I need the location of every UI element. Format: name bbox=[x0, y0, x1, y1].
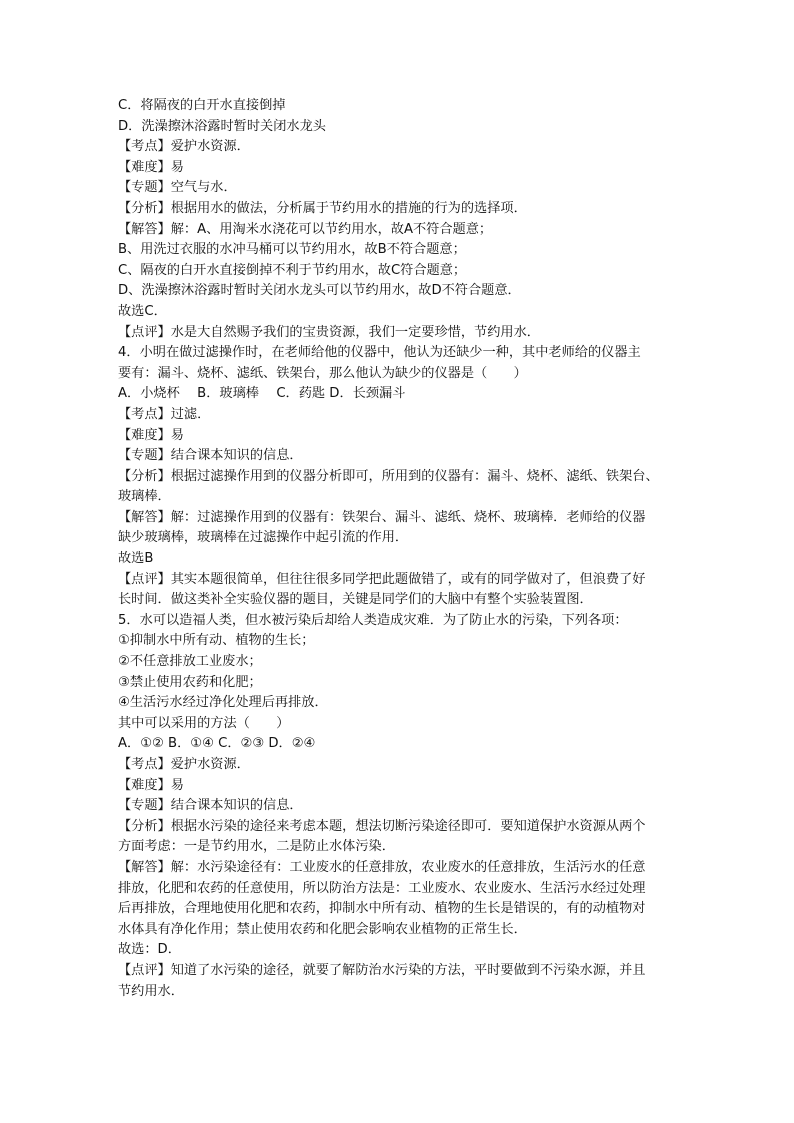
text-line: C．将隔夜的白开水直接倒掉 bbox=[118, 98, 286, 113]
text-line: 后再排放，合理地使用化肥和农药，抑制水中所有动、植物的生长是错误的，有的动植物对 bbox=[118, 901, 646, 917]
text-line: 长时间．做这类补全实验仪器的题目，关键是同学们的大脑中有整个实验装置图． bbox=[118, 592, 593, 608]
text-line: 【点评】其实本题很简单，但往往很多同学把此题做错了，或有的同学做对了，但浪费了好 bbox=[118, 571, 646, 587]
text-line: 【考点】爱护水资源． bbox=[118, 757, 250, 772]
text-line: 【点评】水是大自然赐予我们的宝贵资源，我们一定要珍惜，节约用水． bbox=[118, 324, 540, 340]
text-line: 【难度】易 bbox=[118, 427, 184, 443]
answer-options: A．小烧杯 B．玻璃棒 C．药匙 D．长颈漏斗 bbox=[118, 386, 406, 402]
text-line: D．洗澡擦沐浴露时暂时关闭水龙头 bbox=[118, 118, 326, 134]
list-item: ④生活污水经过净化处理后再排放． bbox=[118, 695, 328, 711]
answer-options: A．①② B．①④ C．②③ D．②④ bbox=[118, 736, 316, 752]
text-line: 【考点】爱护水资源． bbox=[118, 139, 250, 155]
text-line: 故选B bbox=[118, 551, 154, 567]
question-text: 要有：漏斗、烧杯、滤纸、铁架台，那么他认为缺少的仪器是（ ） bbox=[118, 365, 527, 381]
text-line: 【难度】易 bbox=[118, 159, 184, 175]
text-line: 【专题】结合课本知识的信息． bbox=[118, 448, 303, 464]
text-line: 节约用水． bbox=[118, 983, 184, 999]
text-line: 【解答】解：A、用淘米水浇花可以节约用水，故A不符合题意； bbox=[118, 221, 493, 237]
text-line: 【专题】结合课本知识的信息． bbox=[118, 798, 303, 814]
list-item: ③禁止使用农药和化肥； bbox=[118, 674, 262, 690]
question-text: 5．水可以造福人类，但水被污染后却给人类造成灾难．为了防止水的污染，下列各项： bbox=[118, 612, 628, 628]
text-line: 排放，化肥和农药的任意使用，所以防治方法是：工业废水、农业废水、生活污水经过处理 bbox=[118, 880, 646, 896]
text-line: 【考点】过滤． bbox=[118, 406, 211, 422]
text-line: 【分析】根据过滤操作用到的仪器分析即可，所用到的仪器有：漏斗、烧杯、滤纸、铁架台、 bbox=[118, 468, 659, 484]
list-item: ①抑制水中所有动、植物的生长； bbox=[118, 633, 315, 649]
text-line: 故选：D． bbox=[118, 942, 181, 958]
text-line: 【专题】空气与水． bbox=[118, 180, 237, 196]
text-line: 缺少玻璃棒，玻璃棒在过滤操作中起引流的作用． bbox=[118, 530, 409, 546]
document-page bbox=[118, 96, 678, 1002]
text-line: 【点评】知道了水污染的途径，就要了解防治水污染的方法，平时要做到不污染水源，并且 bbox=[118, 962, 646, 978]
text-line: 水体具有净化作用；禁止使用农药和化肥会影响农业植物的正常生长． bbox=[118, 921, 527, 937]
text-line: 【解答】解：过滤操作用到的仪器有：铁架台、漏斗、滤纸、烧杯、玻璃棒．老师给的仪器 bbox=[118, 509, 646, 525]
text-line: 【解答】解：水污染途径有：工业废水的任意排放，农业废水的任意排放，生活污水的任意 bbox=[118, 859, 646, 875]
text-line: 【难度】易 bbox=[118, 777, 184, 793]
text-line: D、洗澡擦沐浴露时暂时关闭水龙头可以节约用水，故D不符合题意． bbox=[118, 283, 521, 299]
question-text: 其中可以采用的方法（ ） bbox=[118, 715, 290, 731]
text-line: 故选C． bbox=[118, 303, 167, 319]
text-line: 玻璃棒． bbox=[118, 489, 171, 505]
text-line: 【分析】根据用水的做法，分析属于节约用水的措施的行为的选择项． bbox=[118, 200, 527, 216]
text-line: 方面考虑：一是节约用水，二是防止水体污染． bbox=[118, 839, 395, 855]
text-line: 【分析】根据水污染的途径来考虑本题，想法切断污染途径即可．要知道保护水资源从两个 bbox=[118, 818, 646, 834]
question-text: 4．小明在做过滤操作时，在老师给他的仪器中，他认为还缺少一种，其中老师给的仪器主 bbox=[118, 345, 641, 361]
text-line: B、用洗过衣服的水冲马桶可以节约用水，故B不符合题意； bbox=[118, 242, 466, 258]
text-line: C、隔夜的白开水直接倒掉不利于节约用水，故C符合题意； bbox=[118, 262, 467, 278]
list-item: ②不任意排放工业废水； bbox=[118, 654, 262, 670]
